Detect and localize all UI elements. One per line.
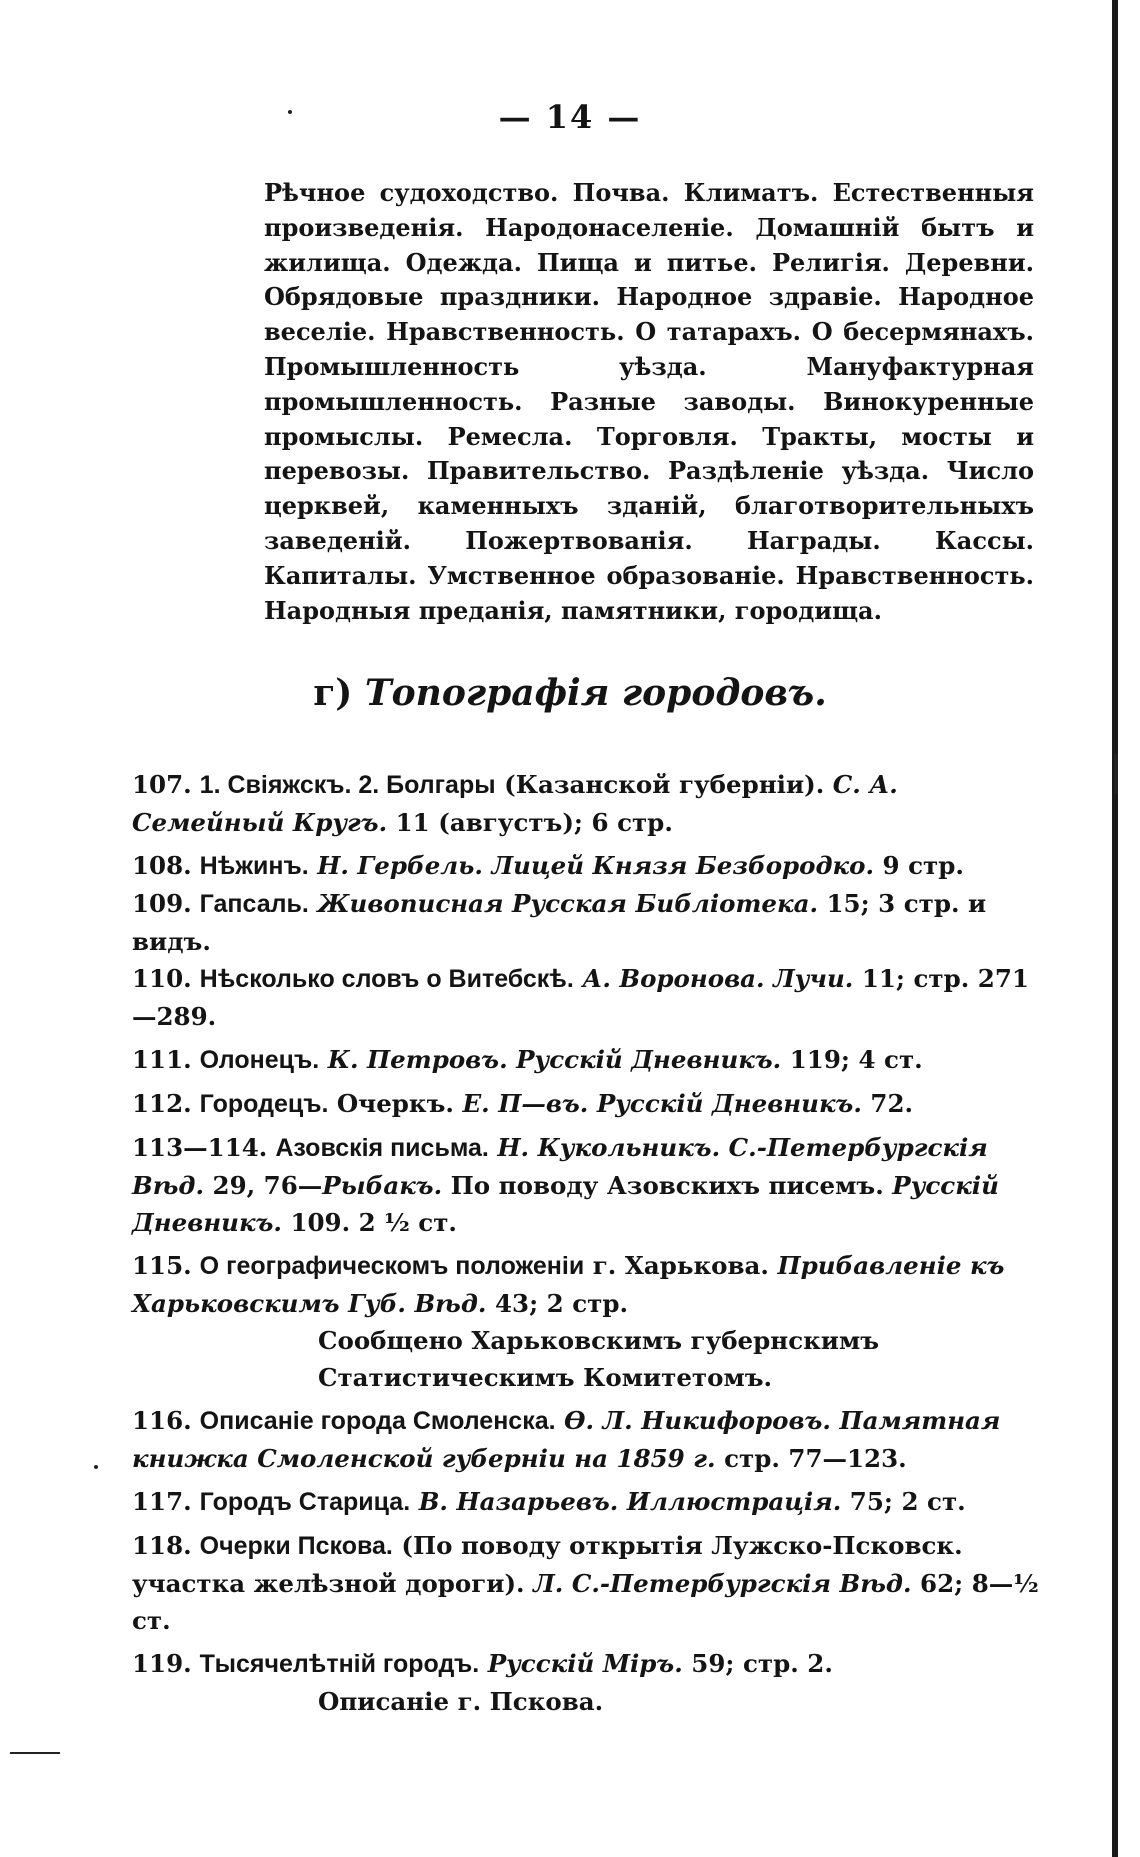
page-number: — 14 — (498, 98, 642, 136)
edge-mark (1114, 754, 1118, 794)
entry-number: 116. (132, 1406, 192, 1435)
entry-source: Л. С.-Петербургскія Вѣд. (533, 1569, 912, 1598)
entry-tail-3: 109. 2 ½ ст. (281, 1208, 457, 1237)
entry-number: 111. (132, 1045, 192, 1074)
entry-title: Тысячелѣтній городъ. (199, 1650, 480, 1678)
entry-source: К. Петровъ. Русскій Дневникъ. (327, 1045, 782, 1074)
entry-tail: 15; 3 стр. и видъ. (132, 889, 987, 956)
entry-number: 108. (132, 851, 192, 880)
entry-number: 119. (132, 1649, 192, 1678)
entry-source: С. А. Семейный Кругъ. (132, 770, 898, 837)
entry-tail: 59; стр. 2. (682, 1649, 833, 1678)
list-item (132, 1645, 1042, 1720)
entry-number: 115. (132, 1251, 192, 1280)
entry-source: Живописная Русская Библіотека. (317, 889, 818, 918)
entry-title: О географическомъ положеніи (199, 1252, 585, 1280)
entry-title: Олонецъ. (199, 1046, 320, 1074)
entry-source: Н. Гербель. Лицей Князя Безбородко. (317, 851, 875, 880)
list-item (132, 1247, 1042, 1396)
entry-number: 109. (132, 889, 192, 918)
list-item (132, 1129, 1042, 1241)
entry-number: 107. (132, 770, 192, 799)
entry-detail (556, 1406, 565, 1435)
entry-number: 113—114. (132, 1133, 268, 1162)
entry-detail: (По поводу открытія Лужско-Псковск. участка желѣзной дороги). (132, 1531, 963, 1598)
entry-source: Прибавленіе къ Харьковскимъ Губ. Вѣд. (132, 1251, 1005, 1318)
list-item (132, 847, 1042, 885)
entry-tail: 29, 76— (204, 1171, 323, 1200)
entry-title: Описаніе города Смоленска. (199, 1407, 556, 1435)
entry-number: 118. (132, 1531, 192, 1560)
list-item (132, 1483, 1042, 1521)
entry-source: Русскій Міръ. (487, 1649, 683, 1678)
section-title (0, 672, 1140, 714)
list-item (132, 1402, 1042, 1477)
entry-detail (410, 1487, 419, 1516)
list-item (132, 885, 1042, 960)
entry-tail-2: По поводу Азовскихъ писемъ. (442, 1171, 893, 1200)
entry-tail: 119; 4 ст. (781, 1045, 923, 1074)
entry-detail: г. Харькова. (584, 1251, 778, 1280)
entry-detail: Очеркъ. (328, 1089, 463, 1118)
entry-number: 117. (132, 1487, 192, 1516)
entry-source-3: Русскій Дневникъ. (132, 1171, 999, 1237)
intro-paragraph: Рѣчное судоходство. Почва. Климатъ. Естественныя произведенія. Народонаселеніе. Домашній бытъ и жилища. Одежда. Пища и питье. Религія. Деревни. Обрядовые праздники. Народное здравіе. Народное веселіе. Нравственность. О татарахъ. О бесермянахъ. Промышленность уѣзда. Мануфактурная промышленность. Разные заводы. Винокуренные промыслы. Ремесла. Торговля. Тракты, мосты и перевозы. Правительство. Раздѣленіе уѣзда. Число церквей, каменныхъ зданій, благотворительныхъ заведеній. Пожертвованія. Награды. Кассы. Капиталы. Умственное образованіе. Нравственность. Народныя преданія, памятники, городища. (264, 178, 1034, 625)
entry-source: Ѳ. Л. Никифоровъ. Памятная книжка Смоленской губерніи на 1859 г. (132, 1406, 1001, 1473)
entry-tail: 11 (августъ); 6 стр. (387, 808, 673, 837)
edge-mark (94, 1465, 98, 1469)
list-item (132, 1527, 1042, 1639)
entry-detail: (Казанской губерніи). (495, 770, 833, 799)
entry-title: Очерки Пскова. (199, 1532, 393, 1560)
list-item (132, 960, 1042, 1035)
entry-note: Описаніе г. Пскова. (318, 1687, 604, 1716)
entry-tail: 11; стр. 271—289. (132, 964, 1029, 1031)
entry-detail (479, 1649, 488, 1678)
entry-tail: 9 стр. (874, 851, 964, 880)
entry-source: А. Воронова. Лучи. (582, 964, 854, 993)
section-heading: Топографія городовъ. (364, 672, 827, 714)
list-item (132, 766, 1042, 841)
entry-tail: 75; 2 ст. (841, 1487, 966, 1516)
entry-title: Азовскія письма. (275, 1134, 489, 1162)
list-item (132, 1041, 1042, 1079)
entry-tail: 62; 8—½ ст. (132, 1569, 1039, 1635)
entry-number: 112. (132, 1089, 192, 1118)
entry-tail: 43; 2 стр. (486, 1289, 628, 1318)
entry-tail: стр. 77—123. (715, 1444, 907, 1473)
entry-title: Нѣсколько словъ о Витебскѣ. (199, 965, 574, 993)
page-edge-line (1112, 0, 1118, 1857)
entry-note: Сообщено Харьковскимъ губернскимъ Статистическимъ Комитетомъ. (318, 1326, 880, 1392)
entry-source: Н. Кукольникъ. С.-Петербургскія Вѣд. (132, 1133, 988, 1200)
entry-source: В. Назарьевъ. Иллюстрація. (418, 1487, 842, 1516)
entry-title: Гапсаль. (199, 890, 309, 918)
entry-source-2: Рыбакъ. (322, 1171, 443, 1200)
entry-title: Городецъ. (199, 1090, 329, 1118)
edge-mark (10, 1752, 60, 1754)
bibliography-list (132, 766, 1042, 1720)
entry-title: Нѣжинъ. (199, 852, 309, 880)
entry-detail (309, 851, 318, 880)
entry-number: 110. (132, 964, 192, 993)
entry-tail: 72. (861, 1089, 914, 1118)
entry-detail (319, 1045, 328, 1074)
entry-source: Е. П—въ. Русскій Дневникъ. (462, 1089, 862, 1118)
entry-title: 1. Свіяжскъ. 2. Болгары (199, 771, 496, 799)
entry-title: Городъ Старица. (199, 1488, 411, 1516)
section-letter: г) (313, 672, 353, 714)
list-item (132, 1085, 1042, 1123)
